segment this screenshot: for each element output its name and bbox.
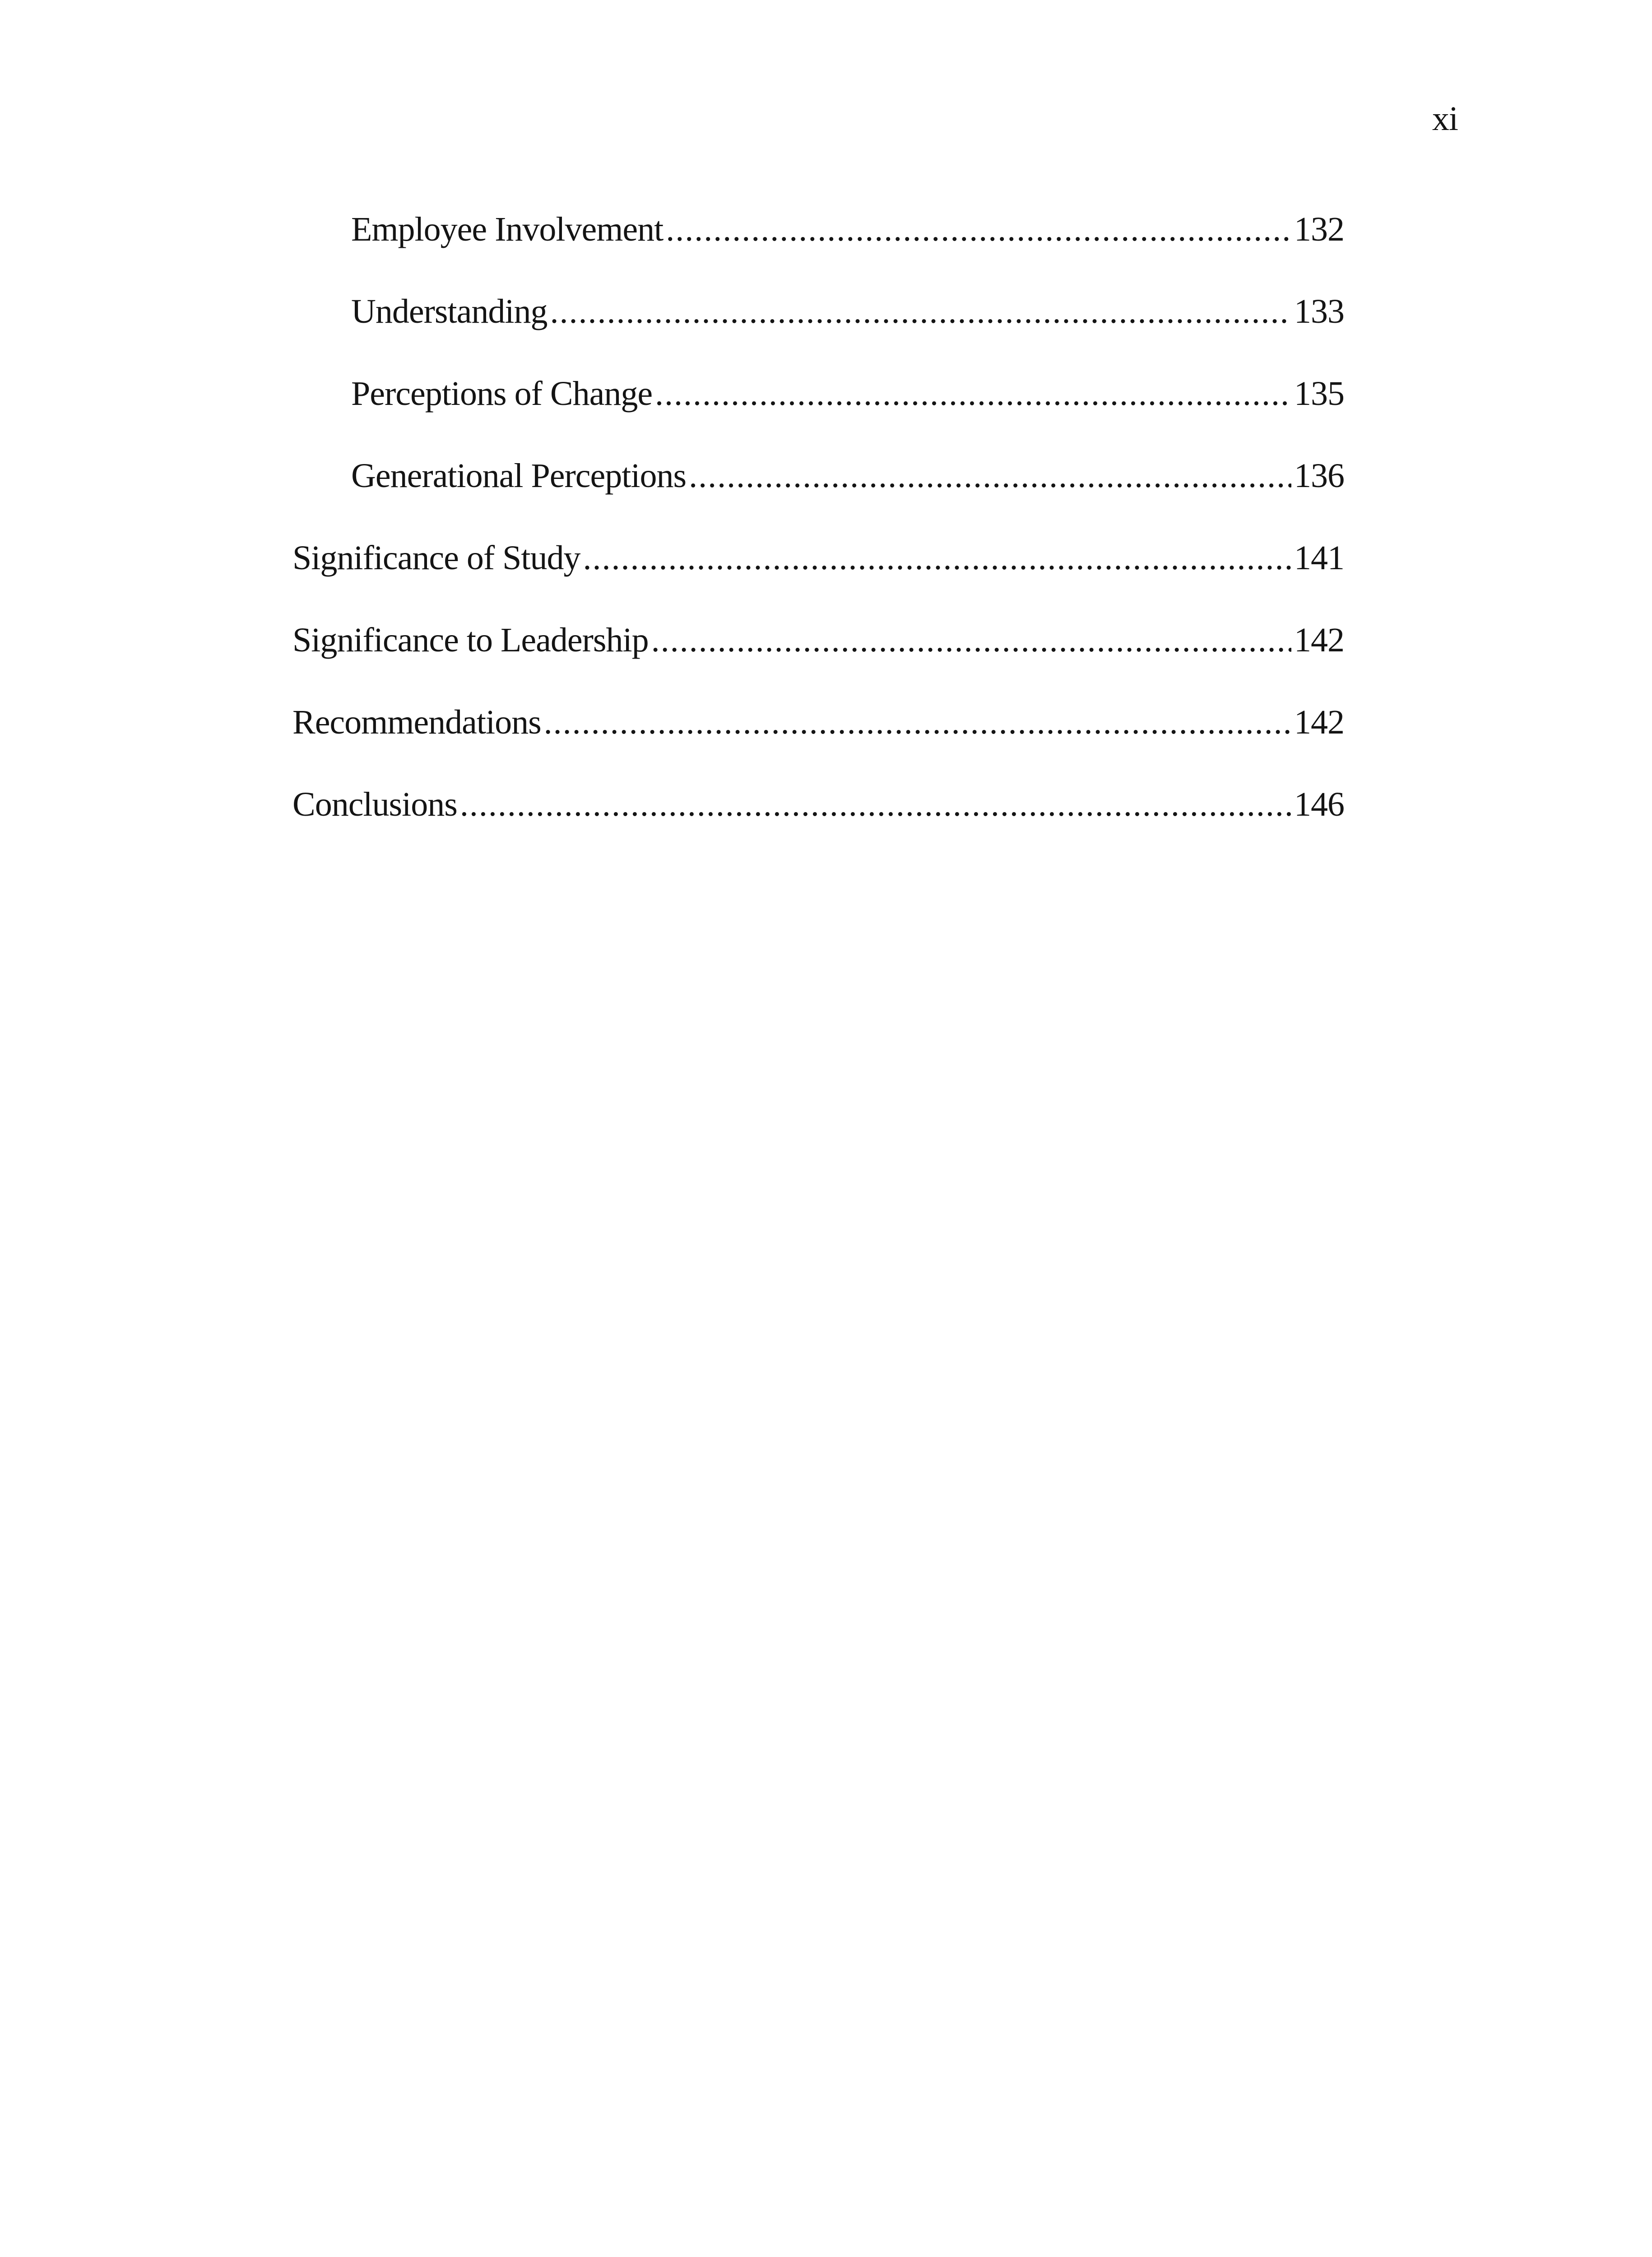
page-number: xi — [1432, 100, 1458, 138]
toc-dot-leader — [550, 294, 1291, 329]
toc-entry — [292, 623, 1344, 705]
toc-dot-leader — [460, 787, 1291, 822]
toc-entry — [292, 705, 1344, 787]
toc-entry — [292, 787, 1344, 869]
toc-entry-page: 146 — [1294, 785, 1344, 823]
toc-entry-page: 135 — [1294, 375, 1344, 413]
toc-entry-title: Employee Involvement — [351, 210, 664, 248]
toc-entry-page: 133 — [1294, 293, 1344, 330]
toc-entry — [292, 294, 1344, 376]
toc-dot-leader — [655, 376, 1291, 411]
toc-entry-page: 142 — [1294, 621, 1344, 659]
toc-entry-page: 141 — [1294, 539, 1344, 577]
toc-dot-leader — [651, 623, 1291, 657]
table-of-contents — [292, 212, 1344, 869]
toc-entry-title: Perceptions of Change — [351, 375, 653, 413]
toc-entry-title: Significance of Study — [292, 539, 580, 577]
toc-entry-title: Significance to Leadership — [292, 621, 649, 659]
toc-entry-page: 142 — [1294, 703, 1344, 741]
toc-entry-title: Generational Perceptions — [351, 457, 687, 495]
toc-dot-leader — [689, 459, 1291, 493]
toc-dot-leader — [583, 541, 1291, 575]
toc-dot-leader — [544, 705, 1291, 739]
toc-entry — [292, 541, 1344, 623]
toc-entry-page: 132 — [1294, 210, 1344, 248]
toc-entry — [292, 459, 1344, 541]
toc-entry — [292, 376, 1344, 459]
toc-entry-title: Understanding — [351, 293, 548, 330]
toc-entry-page: 136 — [1294, 457, 1344, 495]
toc-entry-title: Recommendations — [292, 703, 541, 741]
toc-entry-title: Conclusions — [292, 785, 457, 823]
toc-entry — [292, 212, 1344, 294]
toc-dot-leader — [666, 212, 1291, 246]
